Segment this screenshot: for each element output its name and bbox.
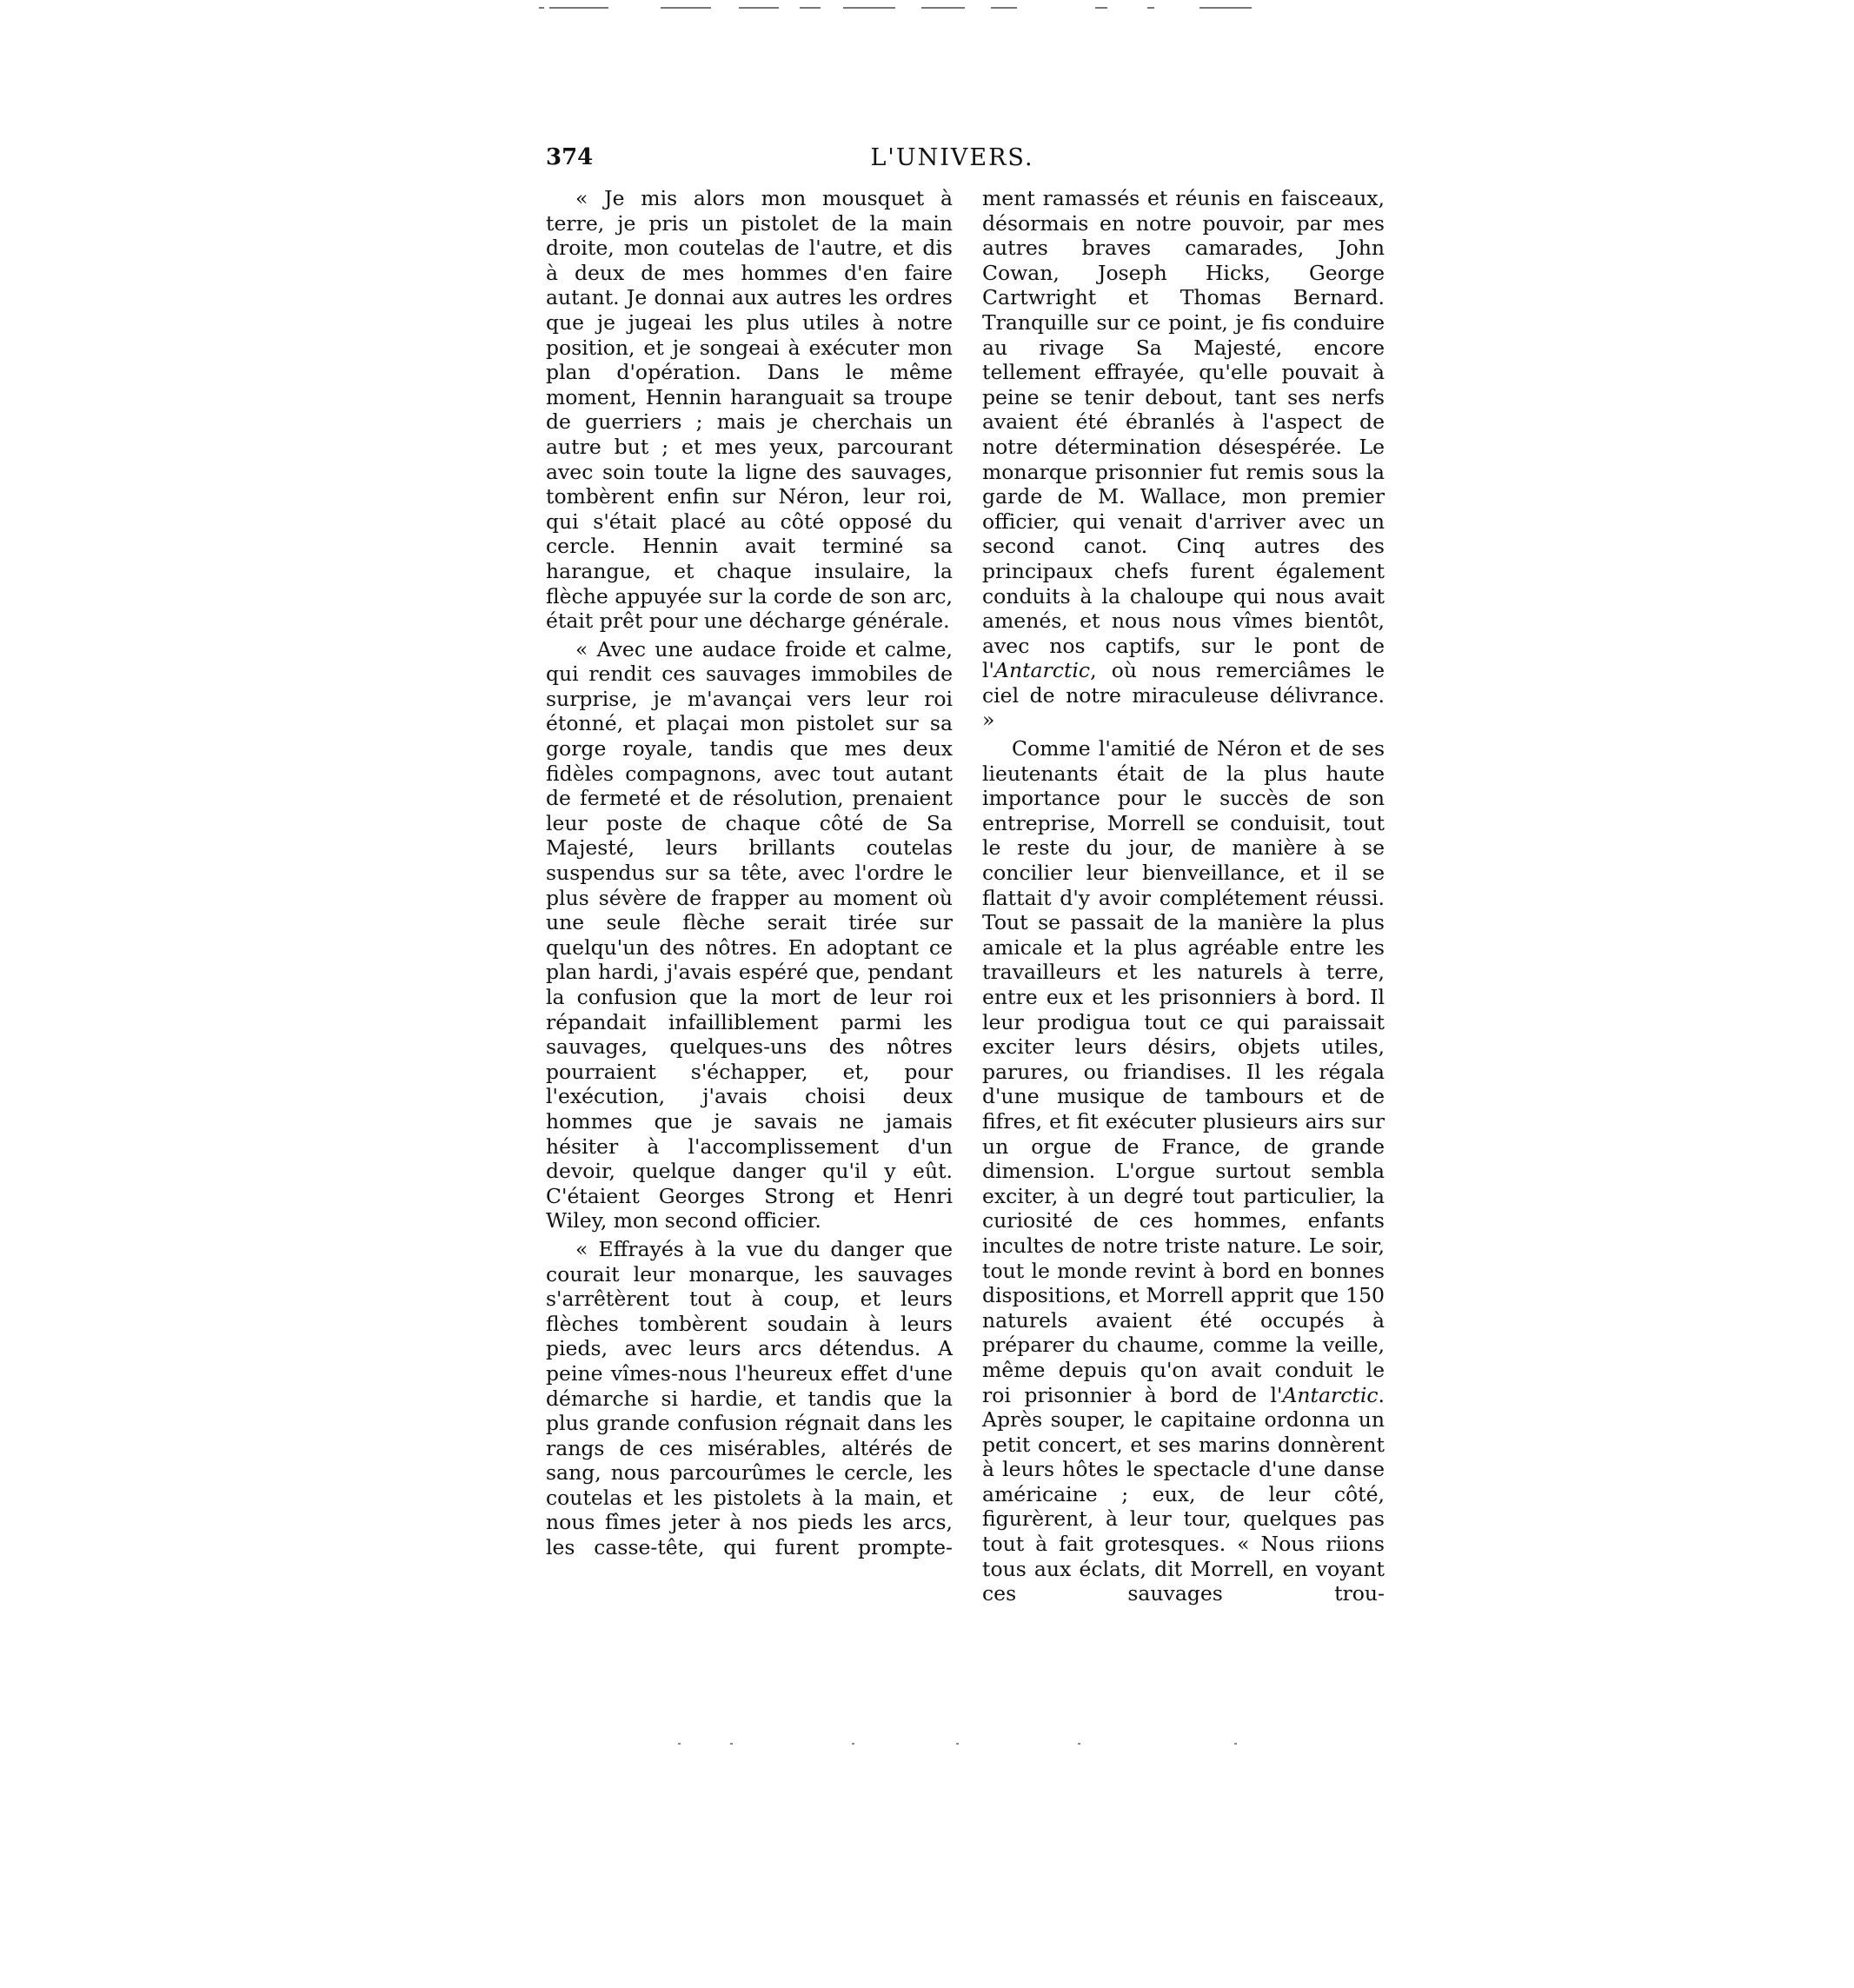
page-number: 374 [546,144,594,170]
scan-artifact-bottom [678,1743,1286,1748]
paragraph: Comme l'amitié de Néron et de ses lieutenants était de la plus haute importance pour le succès de son entreprise, Morrell se conduisit, tout le reste du jour, de manière à se concilier leur bienveillance, et il se flattait d'y avoir complétement réussi. Tout se passait de la manière la plus amicale et la plus agréable entre les travailleurs et les naturels à terre, entre eux et les prisonniers à bord. Il leur prodigua tout ce qui paraissait exciter leurs désirs, objets utiles, parures, ou friandises. Il les régala d'une musique de tambours et de fifres, et fit exécuter plusieurs airs sur un orgue de France, de grande dimension. L'orgue surtout sembla exciter, à un degré tout particulier, la curiosité de ces hommes, enfants incultes de notre triste nature. Le soir, tout le monde revint à bord en bonnes dispositions, et Morrell apprit que 150 naturels avaient été occupés à préparer du chaume, comme la veille, même depuis qu'on avait conduit le roi prisonnier à bord de l'Antarctic. Après souper, le capitaine ordonna un petit concert, et ses marins donnèrent à leurs hôtes le spectacle d'une danse américaine ; eux, de leur côté, figurèrent, à leur tour, quelques pas tout à fait grotesques. « Nous riions tous aux éclats, dit Morrell, en voyant ces sauvages trou- [982,736,1385,1606]
text-column-left [546,186,953,1564]
paragraph: ment ramassés et réunis en faisceaux, désormais en notre pouvoir, par mes autres braves camarades, John Cowan, Joseph Hicks, George Cartwright et Thomas Bernard. Tranquille sur ce point, je fis conduire au rivage Sa Majesté, encore tellement effrayée, qu'elle pouvait à peine se tenir debout, tant ses nerfs avaient été ébranlés à l'aspect de notre détermination désespérée. Le monarque prisonnier fut remis sous la garde de M. Wallace, mon premier officier, qui venait d'arriver avec un second canot. Cinq autres des principaux chefs furent également conduits à la chaloupe qui nous avait amenés, et nous nous vîmes bientôt, avec nos captifs, sur le pont de l'Antarctic, où nous remerciâmes le ciel de notre miraculeuse délivrance. » [982,186,1385,733]
running-title: L'UNIVERS. [870,144,1034,171]
page-header [546,144,1359,179]
paragraph: « Je mis alors mon mousquet à terre, je pris un pistolet de la main droite, mon coutelas de l'autre, et dis à deux de mes hommes d'en faire autant. Je donnai aux autres les ordres que je jugeai les plus utiles à notre position, et je songeai à exécuter mon plan d'opération. Dans le même moment, Hennin haranguait sa troupe de guerriers ; mais je cherchais un autre but ; et mes yeux, parcourant avec soin toute la ligne des sauvages, tombèrent enfin sur Néron, leur roi, qui s'était placé au côté opposé du cercle. Hennin avait terminé sa harangue, et chaque insulaire, la flèche appuyée sur la corde de son arc, était prêt pour une décharge générale. [546,186,954,634]
ship-name: Antarctic [1282,1382,1379,1407]
scan-artifact-top [539,7,1269,12]
text-column-right [982,186,1385,1610]
paragraph: « Effrayés à la vue du danger que courait leur monarque, les sauvages s'arrêtèrent tout à coup, et leurs flèches tombèrent soudain à leurs pieds, avec leurs arcs détendus. A peine vîmes-nous l'heureux effet d'une démarche si hardie, et tandis que la plus grande confusion régnait dans les rangs de ces misérables, altérés de sang, nous parcourûmes le cercle, les coutelas et les pistolets à la main, et nous fîmes jeter à nos pieds les arcs, les casse-tête, qui furent prompte- [546,1236,953,1560]
ship-name: Antarctic [993,658,1091,683]
paragraph: « Avec une audace froide et calme, qui rendit ces sauvages immobiles de surprise, je m'avançai vers leur roi étonné, et plaçai mon pistolet sur sa gorge royale, tandis que mes deux fidèles compagnons, avec tout autant de fermeté et de résolution, prenaient leur poste de chaque côté de Sa Majesté, leurs brillants coutelas suspendus sur sa tête, avec l'ordre le plus sévère de frapper au moment où une seule flèche serait tirée sur quelqu'un des nôtres. En adoptant ce plan hardi, j'avais espéré que, pendant la confusion que la mort de leur roi répandait infailliblement parmi les sauvages, quelques-uns des nôtres pourraient s'échapper, et, pour l'exécution, j'avais choisi deux hommes que je savais ne jamais hésiter à l'accomplissement d'un devoir, quelque danger qu'il y eût. C'étaient Georges Strong et Henri Wiley, mon second officier. [546,636,953,1233]
